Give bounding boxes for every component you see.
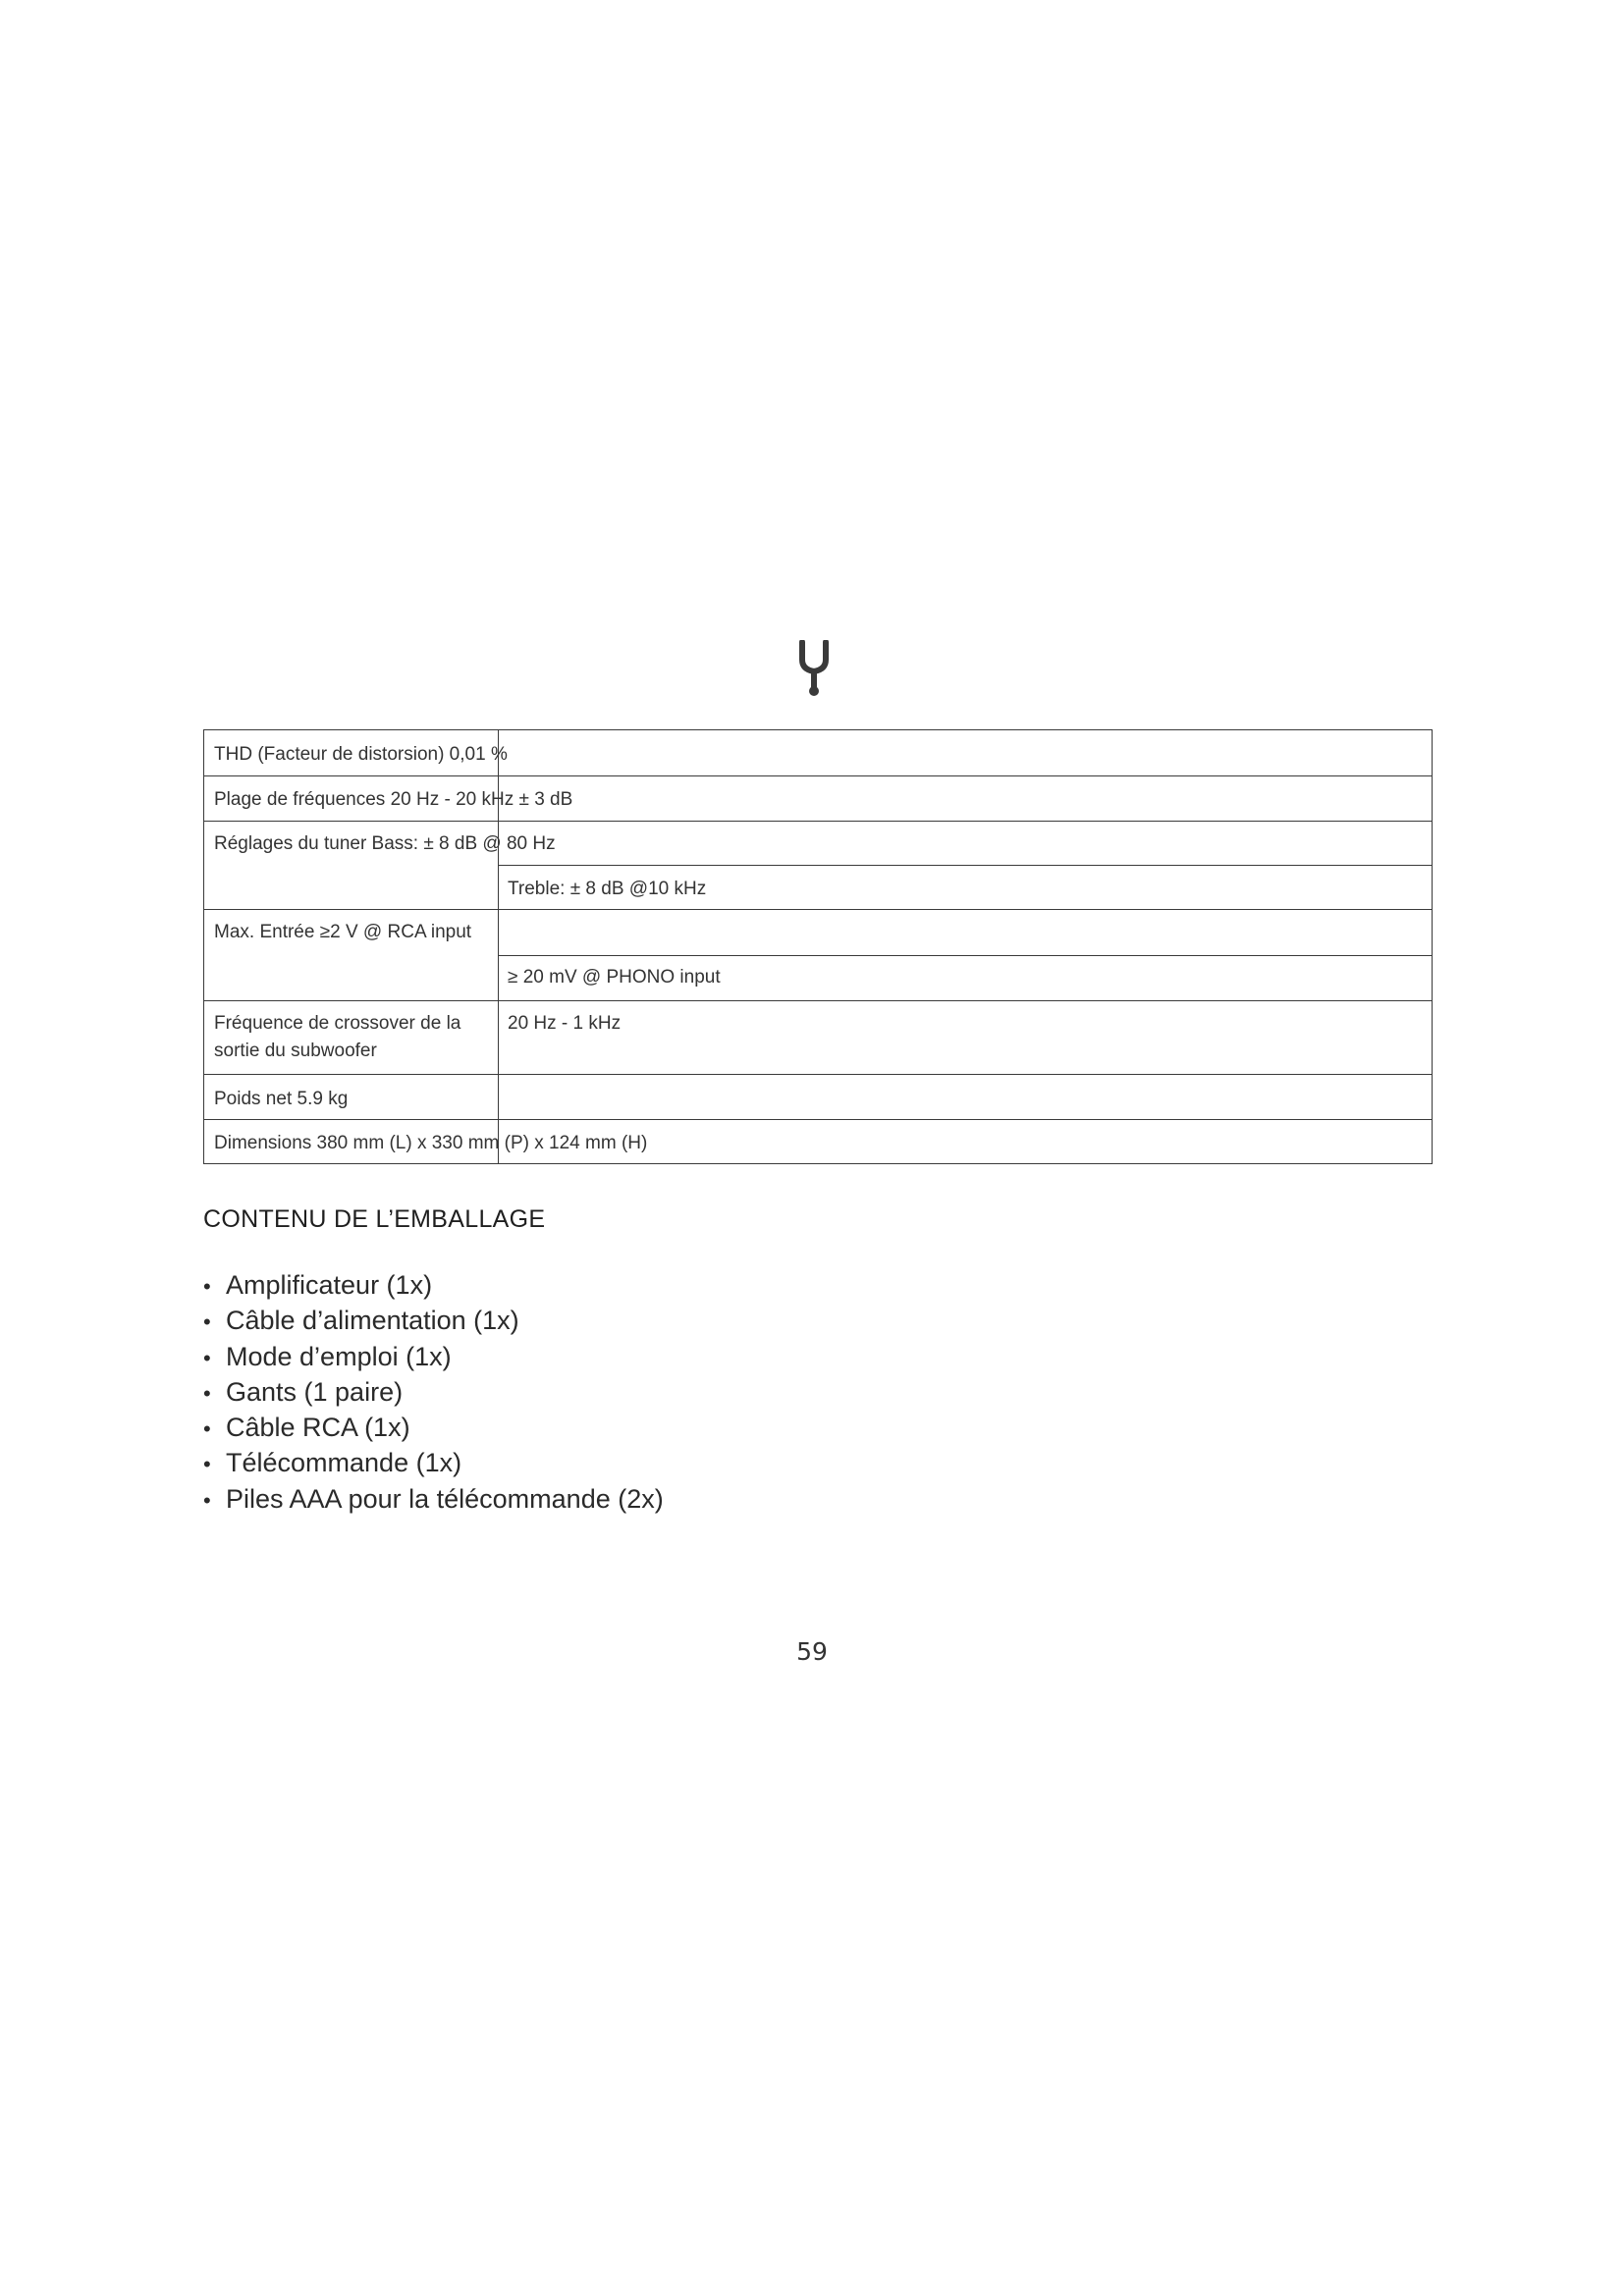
spec-max-input-rca: Max. Entrée ≥2 V @ RCA input [214, 922, 472, 942]
list-item: • Gants (1 paire) [203, 1375, 664, 1411]
package-contents-title: CONTENU DE L’EMBALLAGE [203, 1205, 546, 1233]
list-item: • Amplificateur (1x) [203, 1268, 664, 1304]
table-row [204, 910, 1432, 1000]
list-item: • Mode d’emploi (1x) [203, 1340, 664, 1375]
spec-max-input-phono: ≥ 20 mV @ PHONO input [508, 967, 721, 988]
spec-dimensions: Dimensions 380 mm (L) x 330 mm (P) x 124 mm (H) [214, 1133, 648, 1153]
table-row [204, 1119, 1432, 1163]
list-item: • Piles AAA pour la télécommande (2x) [203, 1482, 664, 1518]
table-row [204, 775, 1432, 821]
specifications-table [203, 729, 1433, 1164]
bullet: • [203, 1345, 211, 1370]
spec-thd: THD (Facteur de distorsion) 0,01 % [214, 744, 508, 765]
spec-frequency-range: Plage de fréquences 20 Hz - 20 kHz ± 3 dB [214, 789, 573, 810]
tuning-fork-icon [796, 640, 832, 697]
bullet: • [203, 1487, 211, 1513]
spec-tuner-bass: Réglages du tuner Bass: ± 8 dB @ 80 Hz [214, 833, 556, 854]
table-row [204, 821, 1432, 910]
bullet: • [203, 1452, 211, 1477]
table-row [204, 1074, 1432, 1119]
bullet: • [203, 1274, 211, 1299]
bullet: • [203, 1416, 211, 1442]
bullet: • [203, 1309, 211, 1335]
spec-net-weight: Poids net 5.9 kg [214, 1089, 349, 1109]
list-item: • Câble RCA (1x) [203, 1411, 664, 1446]
spec-crossover-value: 20 Hz - 1 kHz [508, 1013, 622, 1034]
table-row [204, 1000, 1432, 1074]
page-number: 59 [796, 1637, 828, 1666]
list-item: • Télécommande (1x) [203, 1446, 664, 1481]
spec-tuner-treble: Treble: ± 8 dB @10 kHz [508, 879, 707, 899]
table-row [204, 730, 1432, 775]
spec-crossover-label: Fréquence de crossover de la sortie du subwoofer [214, 1013, 461, 1061]
list-item: • Câble d’alimentation (1x) [203, 1304, 664, 1339]
bullet: • [203, 1380, 211, 1406]
package-contents-list [203, 1268, 664, 1518]
